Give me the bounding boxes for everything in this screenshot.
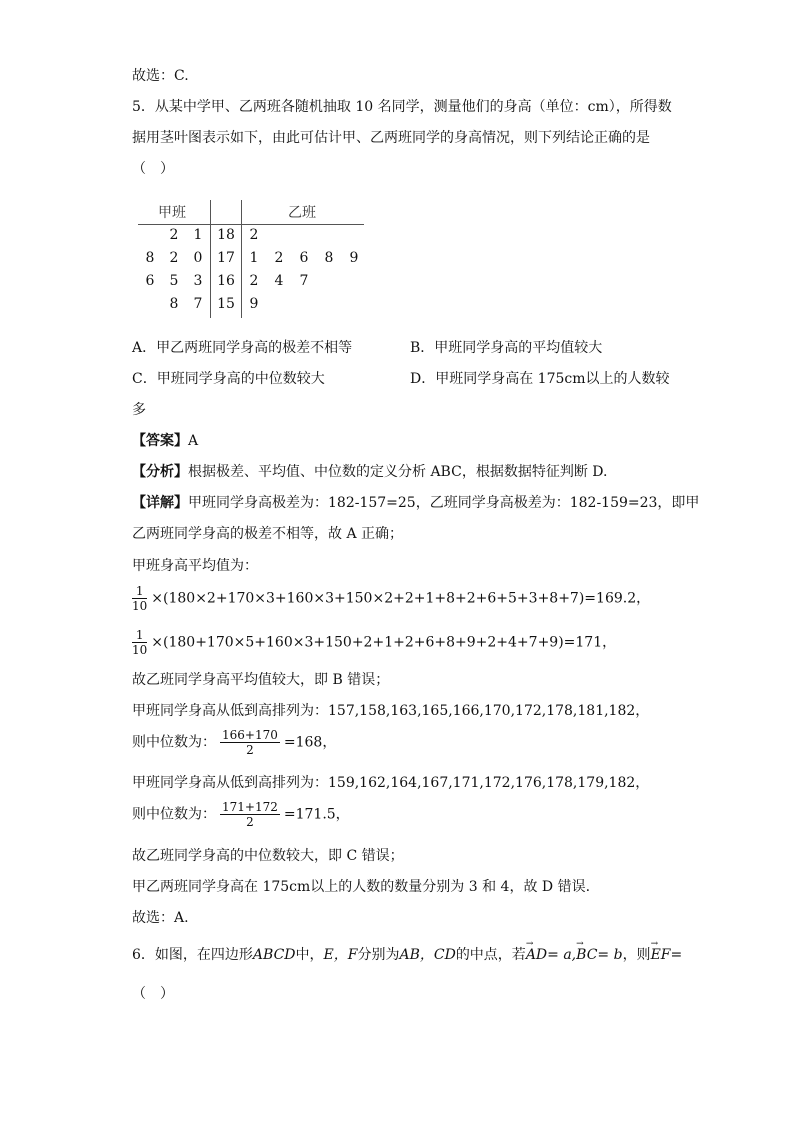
detail-line [132,493,699,513]
q6-var: ABCD [252,947,296,963]
left-header: 甲班 [158,205,186,221]
median-label: 则中位数为： [132,806,216,823]
fraction-denominator: 2 [246,743,254,757]
header-divider [138,224,364,225]
median-result: =168， [283,734,337,751]
vector-ef: → EF [651,945,671,965]
q6-eq: = a, [547,947,577,963]
fraction-numerator: 171+172 [222,800,278,814]
q6-text: 的中点，若 [455,947,526,963]
q6-eq: = b [597,947,623,963]
answer-line [132,431,198,451]
fraction-denominator: 2 [246,815,254,829]
answer-value: A [188,433,199,449]
stem-leaf-table [138,200,366,318]
formula-expression: ×(180×2+170×3+160×3+150×2+2+1+8+2+6+5+3+8+7)=169.2， [151,590,651,607]
left-leaf: 2 [169,250,179,266]
left-leaf: 7 [193,296,203,312]
conclusion-c: 故乙班同学身高的中位数较大，即 C 错误； [132,848,404,864]
right-leaf: 8 [324,250,334,266]
question-6-line-1 [132,945,682,965]
left-leaf: 8 [169,296,179,312]
option-a: A．甲乙两班同学身高的极差不相等 [132,340,353,356]
average-label: 甲班身高平均值为： [132,558,258,574]
option-d-continued: 多 [132,402,146,418]
median-result: =171.5， [283,806,350,823]
analysis-label: 【分析】 [132,464,188,480]
right-leaf: 2 [249,227,259,243]
stem-leaf-row [138,250,366,272]
fraction-denominator: 10 [132,599,148,613]
fraction-numerator: 1 [132,584,147,599]
analysis-line [132,462,607,482]
q6-var: AB，CD [399,947,456,963]
answer-label: 【答案】 [132,433,188,449]
stem-leaf-row [138,273,366,295]
text-line: 故选：C. [132,68,189,84]
question-5-line-2: 据用茎叶图表示如下，由此可估计甲、乙两班同学的身高情况，则下列结论正确的是 [132,130,650,146]
option-c: C．甲班同学身高的中位数较大 [132,371,325,387]
q6-text: = [670,947,683,963]
conclusion-d: 甲乙两班同学身高在 175cm以上的人数的数量分别为 3 和 4，故 D 错误. [132,879,591,895]
detail-line-2: 乙两班同学身高的极差不相等，故 A 正确； [132,526,404,542]
fraction [220,728,280,757]
fraction-numerator: 166+170 [222,728,278,742]
median-2 [132,800,350,829]
right-leaf: 9 [349,250,359,266]
formula-average-2 [132,628,616,657]
fraction-denominator: 10 [132,643,148,657]
question-6-bracket: （ ） [132,986,174,1002]
stem: 16 [217,273,235,289]
right-leaf: 2 [249,273,259,289]
detail-label: 【详解】 [132,495,188,511]
sorted-list-2: 甲班同学身高从低到高排列为：159,162,164,167,171,172,176,178,179,182， [132,775,650,791]
q6-text: 6．如图，在四边形 [132,947,253,963]
left-leaf: 0 [193,250,203,266]
right-leaf: 7 [299,273,309,289]
right-leaf: 4 [274,273,284,289]
fraction [220,800,280,829]
right-leaf: 6 [299,250,309,266]
option-d: D．甲班同学身高在 175cm以上的人数较 [410,371,670,387]
stem: 18 [217,227,235,243]
left-leaf: 1 [193,227,203,243]
right-header: 乙班 [288,205,316,221]
detail-text: 甲班同学身高极差为：182-157=25，乙班同学身高极差为：182-159=23，即甲 [188,495,700,511]
left-leaf: 6 [145,273,155,289]
formula-average-1 [132,584,650,613]
left-leaf: 5 [169,273,179,289]
median-1 [132,728,336,757]
fraction [132,628,147,657]
vector-bc: → BC [576,945,597,965]
sorted-list-1: 甲班同学身高从低到高排列为：157,158,163,165,166,170,172,178,181,182， [132,703,650,719]
stem-leaf-row [138,227,366,249]
question-5-line-1: 5．从某中学甲、乙两班各随机抽取 10 名同学，测量他们的身高（单位：cm），所得数 [132,99,672,115]
vector-ad: → AD [526,945,547,965]
question-5-bracket: （ ） [132,161,174,177]
q6-text: 分别为 [357,947,400,963]
median-label: 则中位数为： [132,734,216,751]
q6-text: 中， [295,947,324,963]
right-leaf: 1 [249,250,259,266]
left-leaf: 3 [193,273,203,289]
left-leaf: 2 [169,227,179,243]
option-b: B．甲班同学身高的平均值较大 [410,340,603,356]
q6-text: ，则 [622,947,651,963]
stem-leaf-row [138,296,366,318]
fraction-numerator: 1 [132,628,147,643]
q6-var: E，F [323,947,358,963]
right-leaf: 2 [274,250,284,266]
conclusion-b: 故乙班同学身高平均值较大，即 B 错误； [132,672,390,688]
right-leaf: 9 [249,296,259,312]
left-leaf: 8 [145,250,155,266]
stem: 15 [217,296,235,312]
stem: 17 [217,250,235,266]
analysis-text: 根据极差、平均值、中位数的定义分析 ABC，根据数据特征判断 D. [188,464,608,480]
final-answer: 故选：A. [132,910,189,926]
formula-expression: ×(180+170×5+160×3+150+2+1+2+6+8+9+2+4+7+9)=171， [151,634,617,651]
fraction [132,584,147,613]
